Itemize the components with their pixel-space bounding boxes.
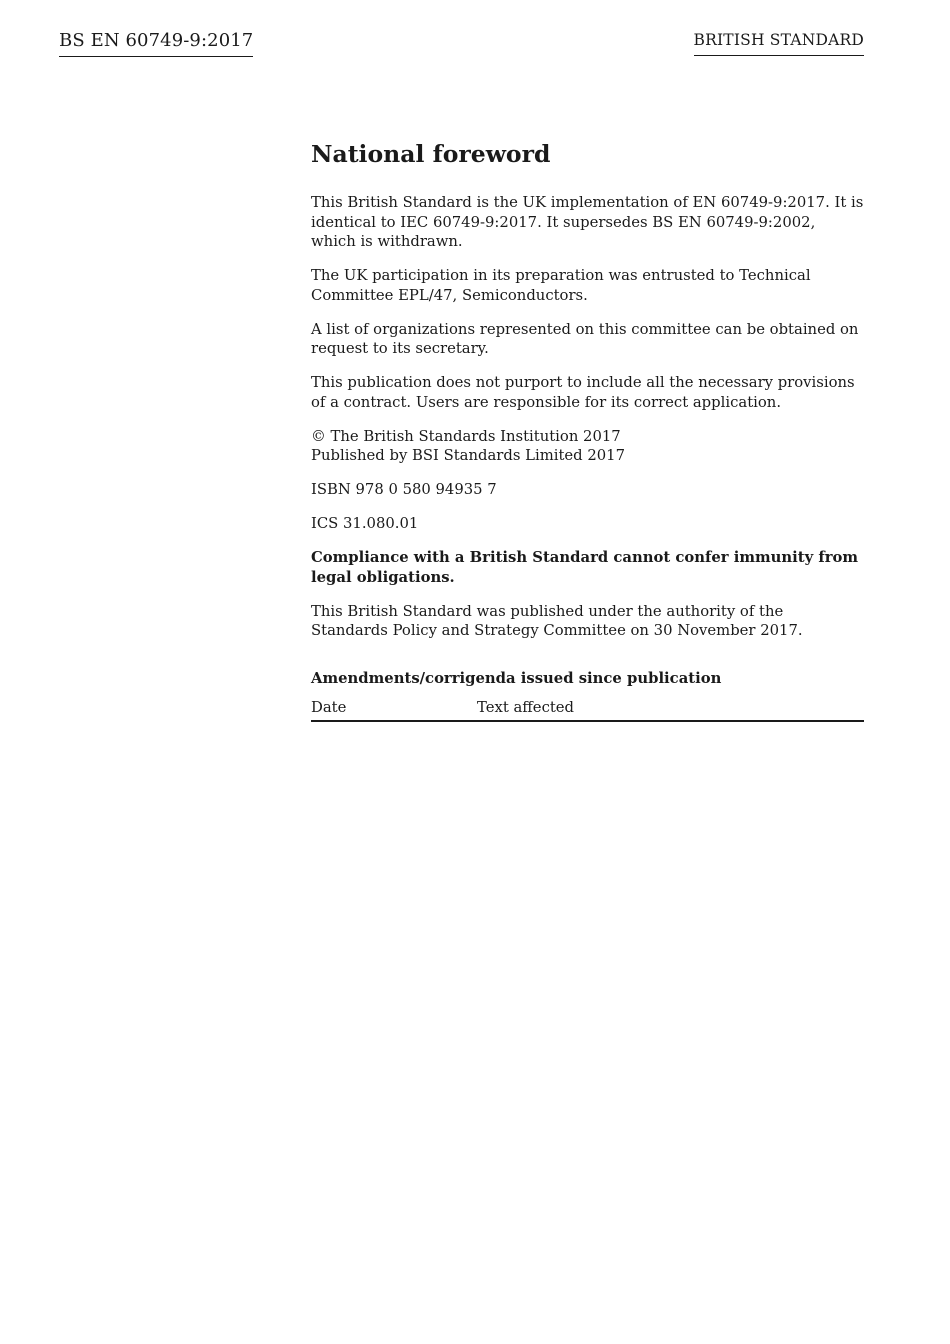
page-title: National foreword — [311, 140, 551, 168]
copyright-block — [311, 427, 864, 466]
amendments-title: Amendments/corrigenda issued since publication — [311, 669, 722, 687]
amendments-column-date: Date — [311, 698, 347, 716]
paragraph-committee-list: A list of organizations represented on this committee can be obtained on request to its secretary. — [311, 320, 859, 357]
authority-note: This British Standard was published under the authority of the Standards Policy and Strategy Committee on 30 November 2017. — [311, 602, 803, 639]
copyright-line: © The British Standards Institution 2017 — [311, 427, 621, 445]
paragraph-implementation: This British Standard is the UK implementation of EN 60749-9:2017. It is identical to IEC 60749-9:2017. It supersedes BS EN 60749-9:2002, which is withdrawn. — [311, 194, 864, 250]
foreword-section — [311, 138, 864, 722]
ics: ICS 31.080.01 — [311, 515, 419, 532]
amendments-column-text-affected: Text affected — [477, 698, 575, 716]
amendments-table-header — [311, 698, 864, 722]
document-id: BS EN 60749-9:2017 — [59, 30, 253, 57]
published-line: Published by BSI Standards Limited 2017 — [311, 447, 626, 464]
compliance-note: Compliance with a British Standard cannot confer immunity from legal obligations. — [311, 549, 859, 586]
standard-label: BRITISH STANDARD — [694, 31, 865, 56]
isbn: ISBN 978 0 580 94935 7 — [311, 481, 497, 498]
paragraph-participation: The UK participation in its preparation was entrusted to Technical Committee EPL/47, Semiconductors. — [311, 267, 811, 304]
paragraph-provisions: This publication does not purport to include all the necessary provisions of a contract. Users are responsible for its correct application. — [311, 374, 855, 411]
